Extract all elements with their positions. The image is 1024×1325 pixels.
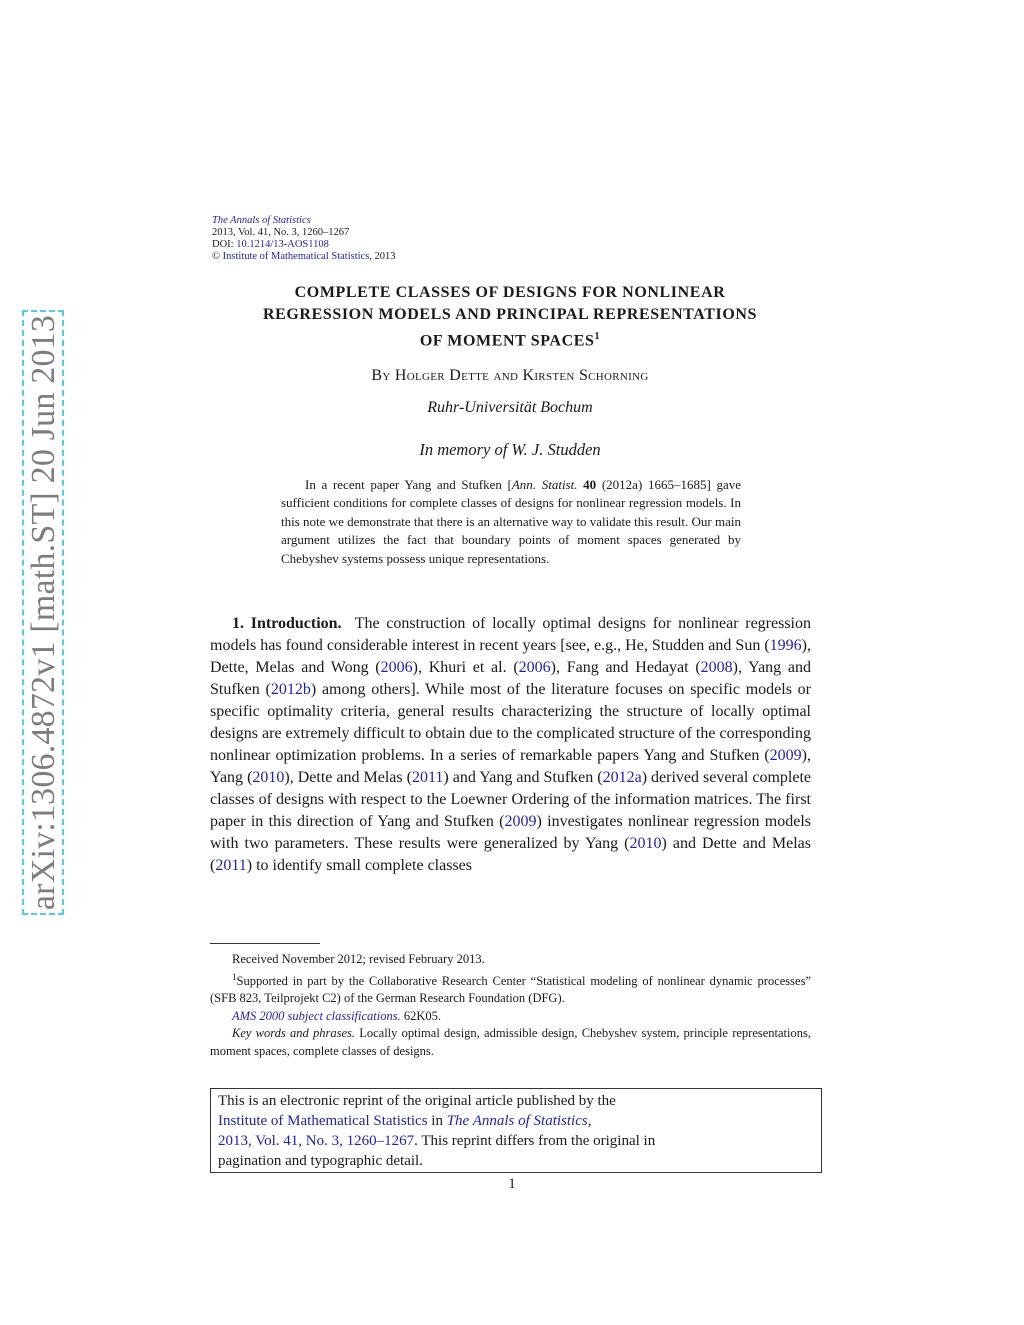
citation-link[interactable]: 2011 bbox=[215, 857, 247, 874]
citation-link[interactable]: 1996 bbox=[769, 637, 802, 654]
citation-link[interactable]: 2008 bbox=[700, 659, 733, 676]
dedication: In memory of W. J. Studden bbox=[419, 440, 601, 459]
page-number: 1 bbox=[508, 1176, 516, 1192]
footnotes bbox=[210, 951, 811, 1060]
citation-link[interactable]: 2009 bbox=[769, 747, 802, 764]
footnote-mark: 1 bbox=[232, 971, 237, 982]
doi-label: DOI: bbox=[212, 239, 234, 250]
reprint-citation-link[interactable]: 2013, Vol. 41, No. 3, 1260–1267 bbox=[218, 1133, 415, 1149]
citation-link[interactable]: 2006 bbox=[380, 659, 413, 676]
title-line-1: COMPLETE CLASSES OF DESIGNS FOR NONLINEAR bbox=[294, 284, 726, 301]
journal-volume: 2013, Vol. 41, No. 3, 1260–1267 bbox=[212, 227, 350, 238]
received-dates: Received November 2012; revised February 2013. bbox=[232, 952, 485, 966]
footnote-rule bbox=[210, 943, 320, 944]
paper-title bbox=[210, 282, 810, 352]
section-heading: 1. Introduction. bbox=[232, 615, 342, 632]
funding-note: Supported in part by the Collaborative Research Center “Statistical modeling of nonlinear dynamic processes” (SFB 823, Teilprojekt C2) of the German Research Foundation (DFG). bbox=[210, 973, 811, 1006]
keywords-label: Key words and phrases. bbox=[232, 1026, 355, 1041]
abstract: In a recent paper Yang and Stufken [Ann. Statist. 40 (2012a) 1665–1685] gave sufficient conditions for complete classes of designs for nonlinear regression models. In this note we demonstrate that there is an alternative way to validate this result. Our main argument utilizes the fact that boundary points of moment spaces generated by Chebyshev systems possess unique representations. bbox=[281, 477, 741, 566]
citation-link[interactable]: 2012a bbox=[602, 769, 642, 786]
title-line-2: REGRESSION MODELS AND PRINCIPAL REPRESENTATIONS bbox=[262, 306, 758, 323]
abstract-journal: Ann. Statist. bbox=[511, 477, 578, 492]
reprint-journal-link[interactable]: The Annals of Statistics bbox=[446, 1113, 588, 1129]
title-line-3: OF MOMENT SPACES bbox=[419, 332, 595, 350]
introduction: 1. Introduction. The construction of locally optimal designs for nonlinear regression models has found considerable interest in recent years [see, e.g., He, Studden and Sun (1996), Dette, Melas and Wong (2006), Khuri et al. (2006), Fang and Hedayat (2008), Yang and Stufken (2012b) among others]. While most of the literature focuses on specific models or specific optimality criteria, general results characterizing the structure of locally optimal designs are extremely difficult to obtain due to the complicated structure of the corresponding nonlinear optimization problems. In a series of remarkable papers Yang and Stufken (2009), Yang (2010), Dette and Melas (2011) and Yang and Stufken (2012a) derived several complete classes of designs with respect to the Loewner Ordering of the information matrices. The first paper in this direction of Yang and Stufken (2009) investigates nonlinear regression models with two parameters. These results were generalized by Yang (2010) and Dette and Melas (2011) to identify small complete classes bbox=[210, 615, 812, 874]
journal-info bbox=[212, 215, 396, 263]
citation-link[interactable]: 2010 bbox=[629, 835, 662, 852]
title-footnote-mark[interactable]: 1 bbox=[594, 331, 601, 342]
citation-link[interactable]: 2012b bbox=[270, 681, 311, 698]
publisher-link[interactable]: Institute of Mathematical Statistics bbox=[222, 251, 370, 262]
copyright-year: , 2013 bbox=[369, 251, 396, 262]
citation-link[interactable]: 2009 bbox=[504, 813, 537, 830]
doi-link[interactable]: 10.1214/13-AOS1108 bbox=[236, 239, 329, 250]
authors: By Holger Dette and Kirsten Schorning bbox=[371, 367, 649, 384]
reprint-publisher-link[interactable]: Institute of Mathematical Statistics bbox=[218, 1113, 428, 1129]
arxiv-stamp: arXiv:1306.4872v1 [math.ST] 20 Jun 2013 bbox=[22, 310, 64, 915]
abstract-volume: 40 bbox=[583, 477, 597, 492]
affiliation: Ruhr-Universität Bochum bbox=[427, 399, 593, 416]
citation-link[interactable]: 2006 bbox=[518, 659, 551, 676]
ams-classification-link[interactable]: AMS 2000 subject classifications. bbox=[232, 1008, 401, 1023]
journal-name[interactable]: The Annals of Statistics bbox=[212, 215, 311, 226]
reprint-notice: This is an electronic reprint of the original article published by the Institute of Mathematical Statistics in The Annals of Statistics, 2013, Vol. 41, No. 3, 1260–1267. This reprint differs from the original in pagination and typographic detail. bbox=[210, 1088, 822, 1173]
citation-link[interactable]: 2011 bbox=[412, 769, 444, 786]
ams-value: 62K05. bbox=[400, 1008, 442, 1023]
citation-link[interactable]: 2010 bbox=[252, 769, 285, 786]
keywords: Locally optimal design, admissible design, Chebyshev system, principle representations, moment spaces, complete classes of designs. bbox=[210, 1026, 811, 1058]
copyright-symbol: © bbox=[212, 251, 220, 262]
